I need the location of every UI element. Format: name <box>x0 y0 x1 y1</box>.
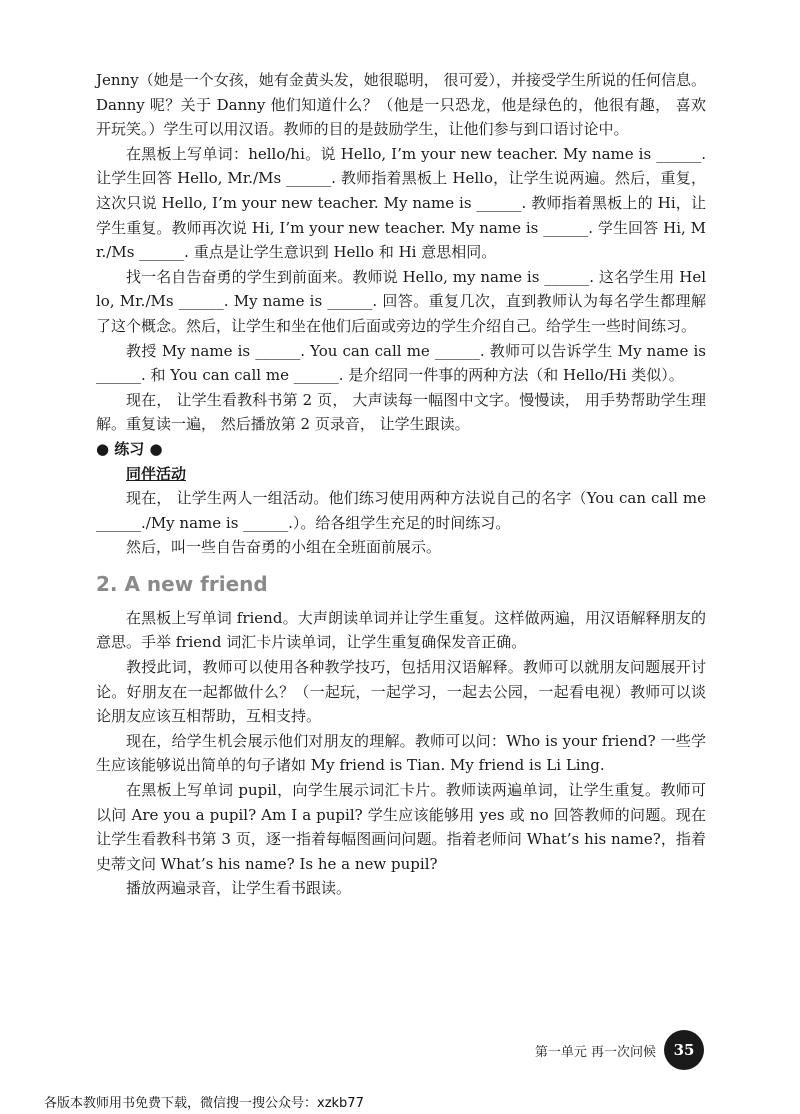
paragraph: 然后，叫一些自告奋勇的小组在全班面前展示。 <box>126 538 442 557</box>
page-footer <box>535 1030 704 1070</box>
page-content <box>96 68 706 901</box>
paragraph: Jenny（她是一个女孩，她有金黄头发，她很聪明， 很可爱），并接受学生所说的任何信息。Danny 呢？关于 Danny 他们知道什么？（他是一只恐龙，他是绿色的，他很有趣， 喜欢开玩笑。）学生可以用汉语。教师的目的是鼓励学生，让他们参与到口语讨论中。 <box>96 71 706 139</box>
paragraph: 教授 My name is ______. You can call me ______. 教师可以告诉学生 My name is ______. 和 You can call me ______. 是介绍同一件事的两种方法（和 Hello/Hi 类似）。 <box>96 341 706 385</box>
page-number: 35 <box>664 1030 704 1070</box>
paragraph: 现在， 让学生看教科书第 2 页， 大声读每一幅图中文字。慢慢读， 用手势帮助学生理解。重复读一遍， 然后播放第 2 页录音， 让学生跟读。 <box>96 390 706 434</box>
unit-label: 第一单元 再一次问候 <box>534 1044 656 1060</box>
paragraph: 现在， 让学生两人一组活动。他们练习使用两种方法说自己的名字（You can call me ______./My name is ______.）。给各组学生充足的时间练习。 <box>96 489 706 532</box>
practice-heading: ● 练习 ● <box>96 439 163 458</box>
paragraph: 在黑板上写单词：hello/hi。说 Hello, I’m your new teacher. My name is ______. 让学生回答 Hello, Mr./Ms ______. 教师指着黑板上 Hello，让学生说两遍。然后，重复，这次只说 Hello, I’m your new teacher. My name is ______. 教师指着黑板上的 Hi，让学生重复。教师再次说 Hi, I’m your new teacher. My name is ______. 学生回答 Hi, Mr./Ms ______. 重点是让学生意识到 Hello 和 Hi 意思相同。 <box>96 144 706 262</box>
paragraph: 播放两遍录音，让学生看书跟读。 <box>126 879 352 898</box>
paragraph: 在黑板上写单词 pupil，向学生展示词汇卡片。教师读两遍单词，让学生重复。教师可以问 Are you a pupil? Am I a pupil? 学生应该能够用 yes 或 no 回答教师的问题。现在让学生看教科书第 3 页，逐一指着每幅图画问问题。指着老师问 What’s his name?，指着史蒂文问 What’s his name? Is he a new pupil? <box>96 781 706 873</box>
lesson-title: 2. A new friend <box>96 571 268 596</box>
paragraph: 教授此词，教师可以使用各种教学技巧，包括用汉语解释。教师可以就朋友问题展开讨论。好朋友在一起都做什么？（一起玩，一起学习，一起去公园，一起看电视）教师可以谈论朋友应该互相帮助，互相支持。 <box>96 658 706 726</box>
paragraph: 找一名自告奋勇的学生到前面来。教师说 Hello, my name is ______. 这名学生用 Hello, Mr./Ms ______. My name is ______. 回答。重复几次，直到教师认为每名学生都理解了这个概念。然后，让学生和坐在他们后面或旁边的学生介绍自己。给学生一些时间练习。 <box>96 267 706 335</box>
paragraph: 现在，给学生机会展示他们对朋友的理解。教师可以问：Who is your friend? 一些学生应该能够说出简单的句子诸如 My friend is Tian. My friend is Li Ling. <box>96 731 706 775</box>
watermark-text: 各版本教师用书免费下载，微信搜一搜公众号：xzkb77 <box>44 1096 364 1111</box>
paragraph: 在黑板上写单词 friend。大声朗读单词并让学生重复。这样做两遍，用汉语解释朋友的意思。手举 friend 词汇卡片读单词，让学生重复确保发音正确。 <box>96 608 706 652</box>
practice-subheading: 同伴活动 <box>126 464 187 483</box>
